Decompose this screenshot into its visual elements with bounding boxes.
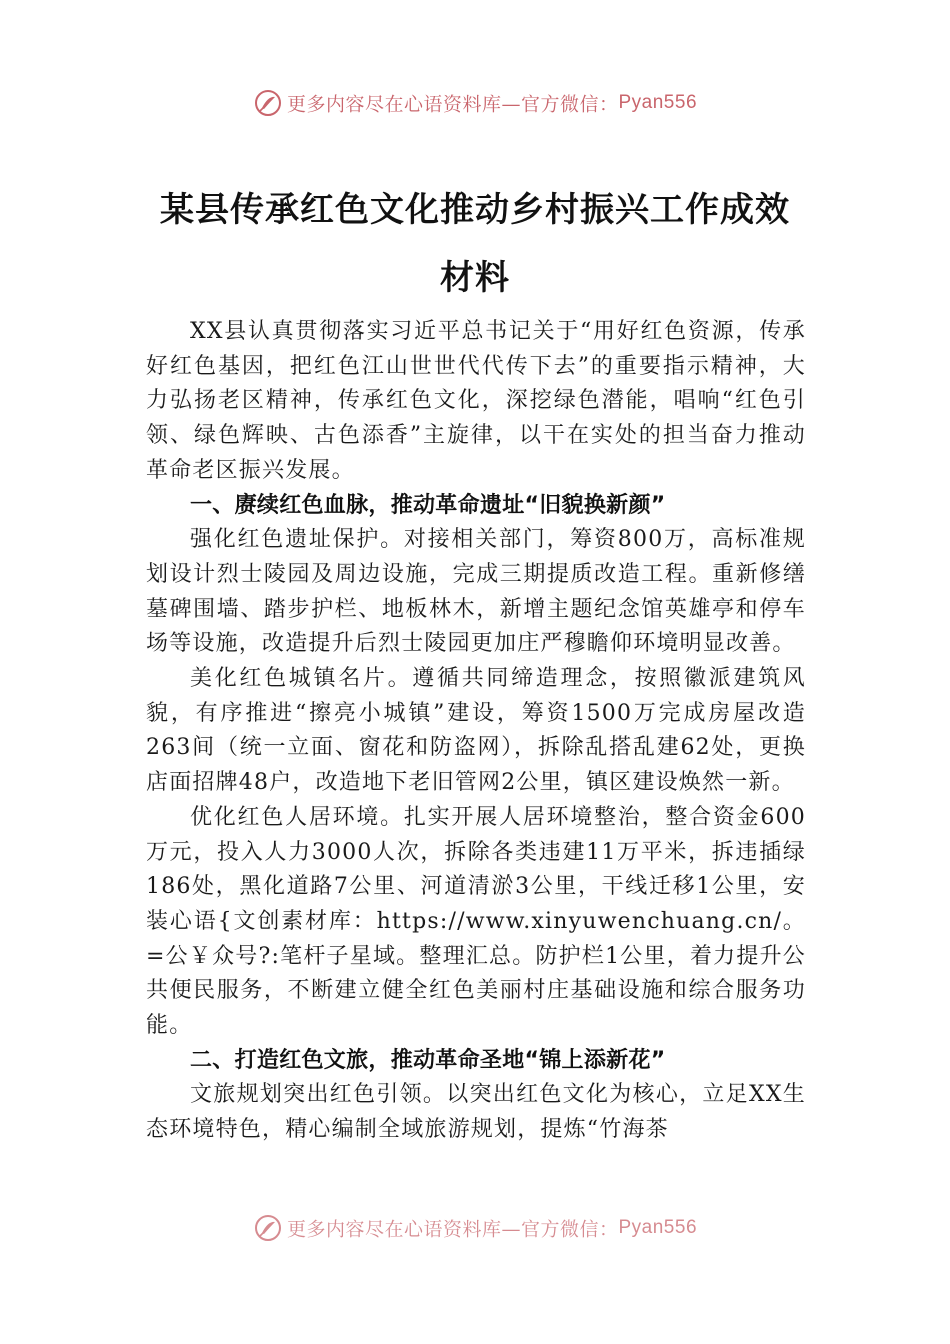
document-body (146, 315, 806, 1148)
section-heading-1: 一、赓续红色血脉，推动革命遗址“旧貌换新颜” (190, 492, 666, 518)
intro-paragraph: XX县认真贯彻落实习近平总书记关于“用好红色资源，传承好红色基因，把红色江山世世代代传下去”的重要指示精神，大力弘扬老区精神，传承红色文化，深挖绿色潜能，唱响“红色引领、绿色辉映、古色添香”主旋律，以干在实处的担当奋力推动革命老区振兴发展。 (146, 319, 806, 483)
watermark-wechat-id: Pyan556 (618, 92, 698, 113)
paragraph-living-environment: 优化红色人居环境。扎实开展人居环境整治，整合资金600万元，投入人力3000人次，拆除各类违建11万平米，拆违插绿186处，黑化道路7公里、河道清淤3公里，干线迁移1公里，安装心语{文创素材库：https://www.xinyuwenchuang.cn/。=公￥众号?:笔杆子星域。整理汇总。防护栏1公里，着力提升公共便民服务，不断建立健全红色美丽村庄基础设施和综合服务功能。 (146, 804, 806, 1039)
watermark-wechat-id: Pyan556 (618, 1217, 698, 1238)
watermark-header (0, 88, 950, 118)
document-title-line1: 某县传承红色文化推动乡村振兴工作成效 (160, 190, 790, 230)
document-title-line2: 材料 (440, 258, 510, 298)
section-heading-2: 二、打造红色文旅，推动革命圣地“锦上添新花” (190, 1047, 666, 1073)
pen-logo-icon (253, 88, 283, 118)
paragraph-tourism-planning: 文旅规划突出红色引领。以突出红色文化为核心，立足XX生态环境特色，精心编制全域旅游规划，提炼“竹海茶 (146, 1082, 806, 1143)
paragraph-town-beautify: 美化红色城镇名片。遵循共同缔造理念，按照徽派建筑风貌，有序推进“擦亮小城镇”建设，筹资1500万完成房屋改造263间（统一立面、窗花和防盗网），拆除乱搭乱建62处，更换店面招牌48户，改造地下老旧管网2公里，镇区建设焕然一新。 (146, 666, 806, 796)
pen-logo-icon (253, 1213, 283, 1243)
watermark-text: 更多内容尽在心语资料库—官方微信： (286, 93, 619, 116)
paragraph-site-protection: 强化红色遗址保护。对接相关部门，筹资800万，高标准规划设计烈士陵园及周边设施，完成三期提质改造工程。重新修缮墓碑围墙、踏步护栏、地板林木，新增主题纪念馆英雄亭和停车场等设施，改造提升后烈士陵园更加庄严穆瞻仰环境明显改善。 (146, 527, 806, 657)
watermark-footer (0, 1213, 950, 1243)
watermark-text: 更多内容尽在心语资料库—官方微信： (286, 1218, 619, 1241)
